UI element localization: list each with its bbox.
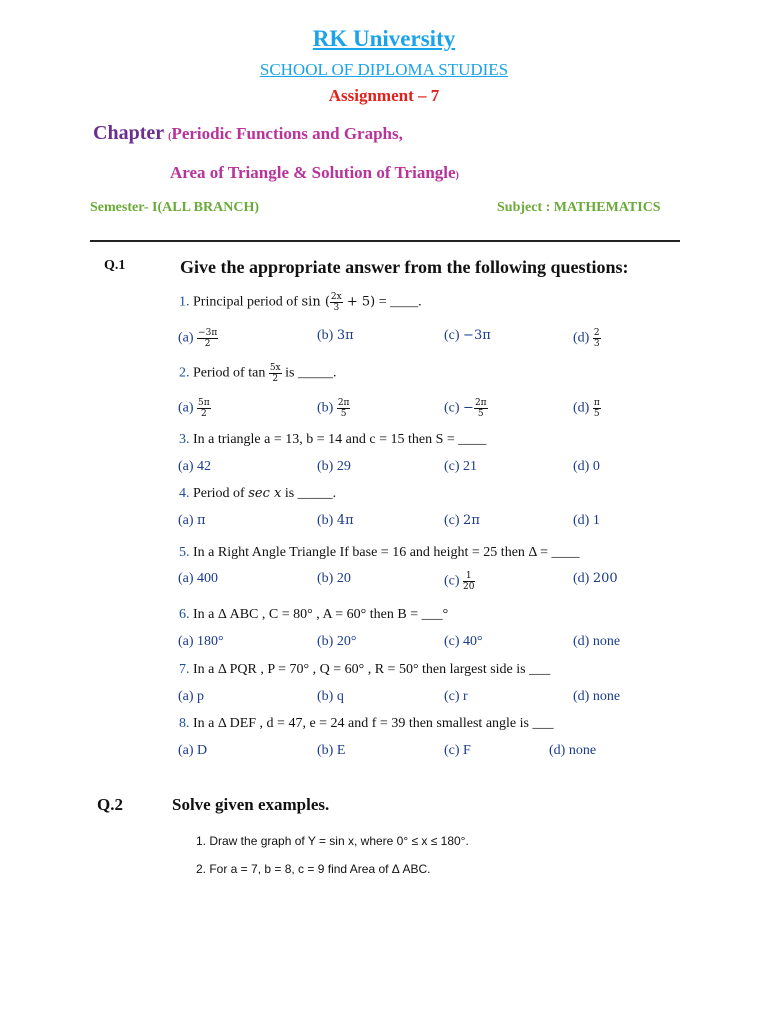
question-number: 7. xyxy=(179,662,193,677)
option-value: none xyxy=(592,689,621,704)
header-divider xyxy=(90,240,680,242)
chapter-paren-open: ( xyxy=(168,131,172,142)
option-a xyxy=(178,328,218,349)
option-a xyxy=(178,743,207,759)
chapter-title-2-line xyxy=(170,163,459,183)
fraction-numerator: 2x xyxy=(330,292,342,302)
option-value: q xyxy=(336,689,344,704)
option-value: 4π xyxy=(336,513,354,528)
option-c xyxy=(444,459,477,475)
option-d xyxy=(549,743,596,759)
chapter-paren-close: ) xyxy=(455,170,459,181)
option-label: (b) xyxy=(317,513,337,528)
option-label: (b) xyxy=(317,328,337,343)
option-c xyxy=(444,513,480,529)
option-label: (d) xyxy=(573,634,593,649)
option-value: 2π xyxy=(463,513,480,528)
option-value: π xyxy=(197,513,206,528)
option-a xyxy=(178,513,206,529)
option-label: (c) xyxy=(444,513,464,528)
option-value: 400 xyxy=(197,571,219,586)
question-number: 5. xyxy=(179,545,193,560)
option-label: (b) xyxy=(317,634,337,649)
subject-label: Subject : MATHEMATICS xyxy=(497,200,661,215)
option-d xyxy=(573,398,601,419)
option-b xyxy=(317,328,354,344)
option-d xyxy=(573,328,601,349)
option-b xyxy=(317,459,351,475)
option-b xyxy=(317,398,350,419)
option-d xyxy=(573,513,600,529)
option-label: (d) xyxy=(549,743,569,758)
option-label: (d) xyxy=(573,330,593,346)
q2-number: Q.2 xyxy=(97,795,123,814)
option-label: (a) xyxy=(178,689,198,704)
option-value: 29 xyxy=(336,459,351,474)
question-prefix: Period of tan xyxy=(193,365,269,381)
option-b xyxy=(317,513,354,529)
fraction xyxy=(474,398,488,419)
question-text xyxy=(179,716,553,732)
question-prefix: Principal period of xyxy=(193,294,302,310)
option-d xyxy=(573,634,620,650)
question-number: 3. xyxy=(179,432,193,447)
question-prefix: Period of xyxy=(193,486,249,501)
chapter-label: Chapter xyxy=(93,122,165,144)
option-label: (c) xyxy=(444,743,464,758)
fraction xyxy=(593,398,601,419)
option-c xyxy=(444,398,488,419)
option-value: 180° xyxy=(197,634,224,649)
q2-item-number: 1. xyxy=(196,834,210,848)
question-body: In a Δ PQR , P = 70° , Q = 60° , R = 50° then largest side is ___ xyxy=(193,662,551,677)
fraction-numerator: 2 xyxy=(593,328,600,338)
option-d xyxy=(573,689,620,705)
fraction-denominator: 20 xyxy=(463,582,475,592)
fraction-denominator: 3 xyxy=(333,303,340,313)
q2-item xyxy=(196,834,469,848)
option-sign: − xyxy=(463,400,474,416)
q2-item-text: Draw the graph of Y = sin x, where 0° ≤ x ≤ 180°. xyxy=(209,834,469,848)
paren-close: ) xyxy=(370,294,376,310)
option-label: (a) xyxy=(178,330,198,346)
option-value: 3π xyxy=(336,328,354,343)
option-d xyxy=(573,571,618,587)
option-value: 20 xyxy=(336,571,351,586)
option-value: 40° xyxy=(463,634,483,649)
q1-heading: Give the appropriate answer from the following questions: xyxy=(180,257,629,277)
fraction xyxy=(269,363,282,384)
option-b xyxy=(317,689,344,705)
school-name: SCHOOL OF DIPLOMA STUDIES xyxy=(259,60,509,79)
option-label: (b) xyxy=(317,743,337,758)
option-value: 0 xyxy=(592,459,600,474)
fraction-denominator: 2 xyxy=(204,339,211,349)
q2-heading: Solve given examples. xyxy=(172,795,330,814)
expression-tail: + 5 xyxy=(342,294,371,310)
option-b xyxy=(317,743,345,759)
option-label: (c) xyxy=(444,328,464,343)
fraction xyxy=(197,328,218,349)
fraction-denominator: 2 xyxy=(201,409,207,419)
option-a xyxy=(178,571,218,587)
question-number: 4. xyxy=(179,486,193,501)
option-label: (a) xyxy=(178,400,198,416)
option-label: (d) xyxy=(573,513,593,528)
option-value: −3π xyxy=(463,328,491,343)
option-a xyxy=(178,634,224,650)
question-text xyxy=(179,432,486,448)
fraction-denominator: 3 xyxy=(593,339,600,349)
fraction-numerator: π xyxy=(593,398,600,408)
question-body: In a Δ DEF , d = 47, e = 24 and f = 39 then smallest angle is ___ xyxy=(193,716,554,731)
question-number: 1. xyxy=(179,294,193,310)
question-suffix: is _____. xyxy=(281,486,337,501)
question-text xyxy=(179,607,448,623)
option-label: (b) xyxy=(317,459,337,474)
fraction-denominator: 5 xyxy=(340,409,347,419)
option-label: (b) xyxy=(317,400,337,416)
question-body: In a triangle a = 13, b = 14 and c = 15 then S = ____ xyxy=(193,432,487,447)
option-label: (c) xyxy=(444,400,464,416)
option-label: (a) xyxy=(178,571,198,586)
q2-item-text: For a = 7, b = 8, c = 9 find Area of Δ ABC. xyxy=(209,862,431,876)
option-label: (b) xyxy=(317,689,337,704)
question-text xyxy=(179,486,336,502)
option-a xyxy=(178,689,204,705)
chapter-title-2: Area of Triangle & Solution of Triangle xyxy=(170,163,456,182)
option-a xyxy=(178,459,211,475)
question-text xyxy=(179,662,550,678)
option-value: E xyxy=(336,743,346,758)
option-label: (d) xyxy=(573,689,593,704)
fraction-numerator: 2π xyxy=(337,398,350,408)
option-value: none xyxy=(592,634,621,649)
option-label: (a) xyxy=(178,634,198,649)
option-label: (a) xyxy=(178,743,198,758)
fraction xyxy=(463,571,474,592)
option-label: (d) xyxy=(573,400,593,416)
option-label: (a) xyxy=(178,459,198,474)
fraction xyxy=(330,292,343,313)
fraction xyxy=(337,398,351,419)
question-text xyxy=(179,363,336,384)
fraction-denominator: 5 xyxy=(477,409,484,419)
option-value: none xyxy=(568,743,597,758)
fraction-denominator: 5 xyxy=(593,409,600,419)
option-c xyxy=(444,634,483,650)
chapter-line xyxy=(93,122,403,145)
q1-number: Q.1 xyxy=(104,258,126,273)
chapter-title-1: Periodic Functions and Graphs, xyxy=(171,124,403,143)
fraction-numerator: 1 xyxy=(463,571,474,582)
option-value: 21 xyxy=(463,459,478,474)
question-body: In a Δ ABC , C = 80° , A = 60° then B = ___° xyxy=(193,607,449,622)
university-title: RK University xyxy=(312,26,456,51)
question-text xyxy=(179,292,422,313)
option-value: r xyxy=(463,689,468,704)
option-c xyxy=(444,328,491,344)
option-d xyxy=(573,459,600,475)
paren-open: ( xyxy=(324,294,330,310)
q2-item xyxy=(196,862,430,876)
option-value: F xyxy=(463,743,471,758)
question-suffix: = ____. xyxy=(375,294,422,310)
q2-item-number: 2. xyxy=(196,862,210,876)
option-b xyxy=(317,634,356,650)
option-label: (c) xyxy=(444,573,464,589)
fraction-numerator: 5π xyxy=(198,398,210,408)
fraction-denominator: 2 xyxy=(272,374,279,384)
function-name: sin xyxy=(301,294,325,310)
assignment-title: Assignment – 7 xyxy=(328,86,440,105)
option-c xyxy=(444,689,468,705)
question-text xyxy=(179,545,580,561)
semester-label: Semester- I(ALL BRANCH) xyxy=(90,200,260,215)
fraction-numerator: 5x xyxy=(269,363,281,373)
fraction xyxy=(197,398,211,419)
option-label: (d) xyxy=(573,571,593,586)
option-label: (c) xyxy=(444,634,464,649)
option-label: (c) xyxy=(444,689,464,704)
fraction xyxy=(593,328,601,349)
option-label: (d) xyxy=(573,459,593,474)
option-value: 42 xyxy=(197,459,212,474)
option-label: (c) xyxy=(444,459,464,474)
option-a xyxy=(178,398,211,419)
fraction-numerator: 2π xyxy=(474,398,487,408)
option-b xyxy=(317,571,351,587)
option-value: D xyxy=(197,743,208,758)
function-name: sec x xyxy=(248,486,282,501)
option-label: (a) xyxy=(178,513,198,528)
option-c xyxy=(444,743,471,759)
question-number: 8. xyxy=(179,716,193,731)
question-body: In a Right Angle Triangle If base = 16 and height = 25 then Δ = ____ xyxy=(193,545,580,560)
option-value: 20° xyxy=(336,634,357,649)
option-label: (b) xyxy=(317,571,337,586)
question-suffix: is _____. xyxy=(281,365,337,381)
option-value: 200 xyxy=(592,571,618,586)
option-value: 1 xyxy=(592,513,600,528)
option-value: p xyxy=(197,689,205,704)
question-number: 2. xyxy=(179,365,193,381)
question-number: 6. xyxy=(179,607,193,622)
option-c xyxy=(444,571,475,592)
fraction-numerator: −3π xyxy=(198,328,218,338)
